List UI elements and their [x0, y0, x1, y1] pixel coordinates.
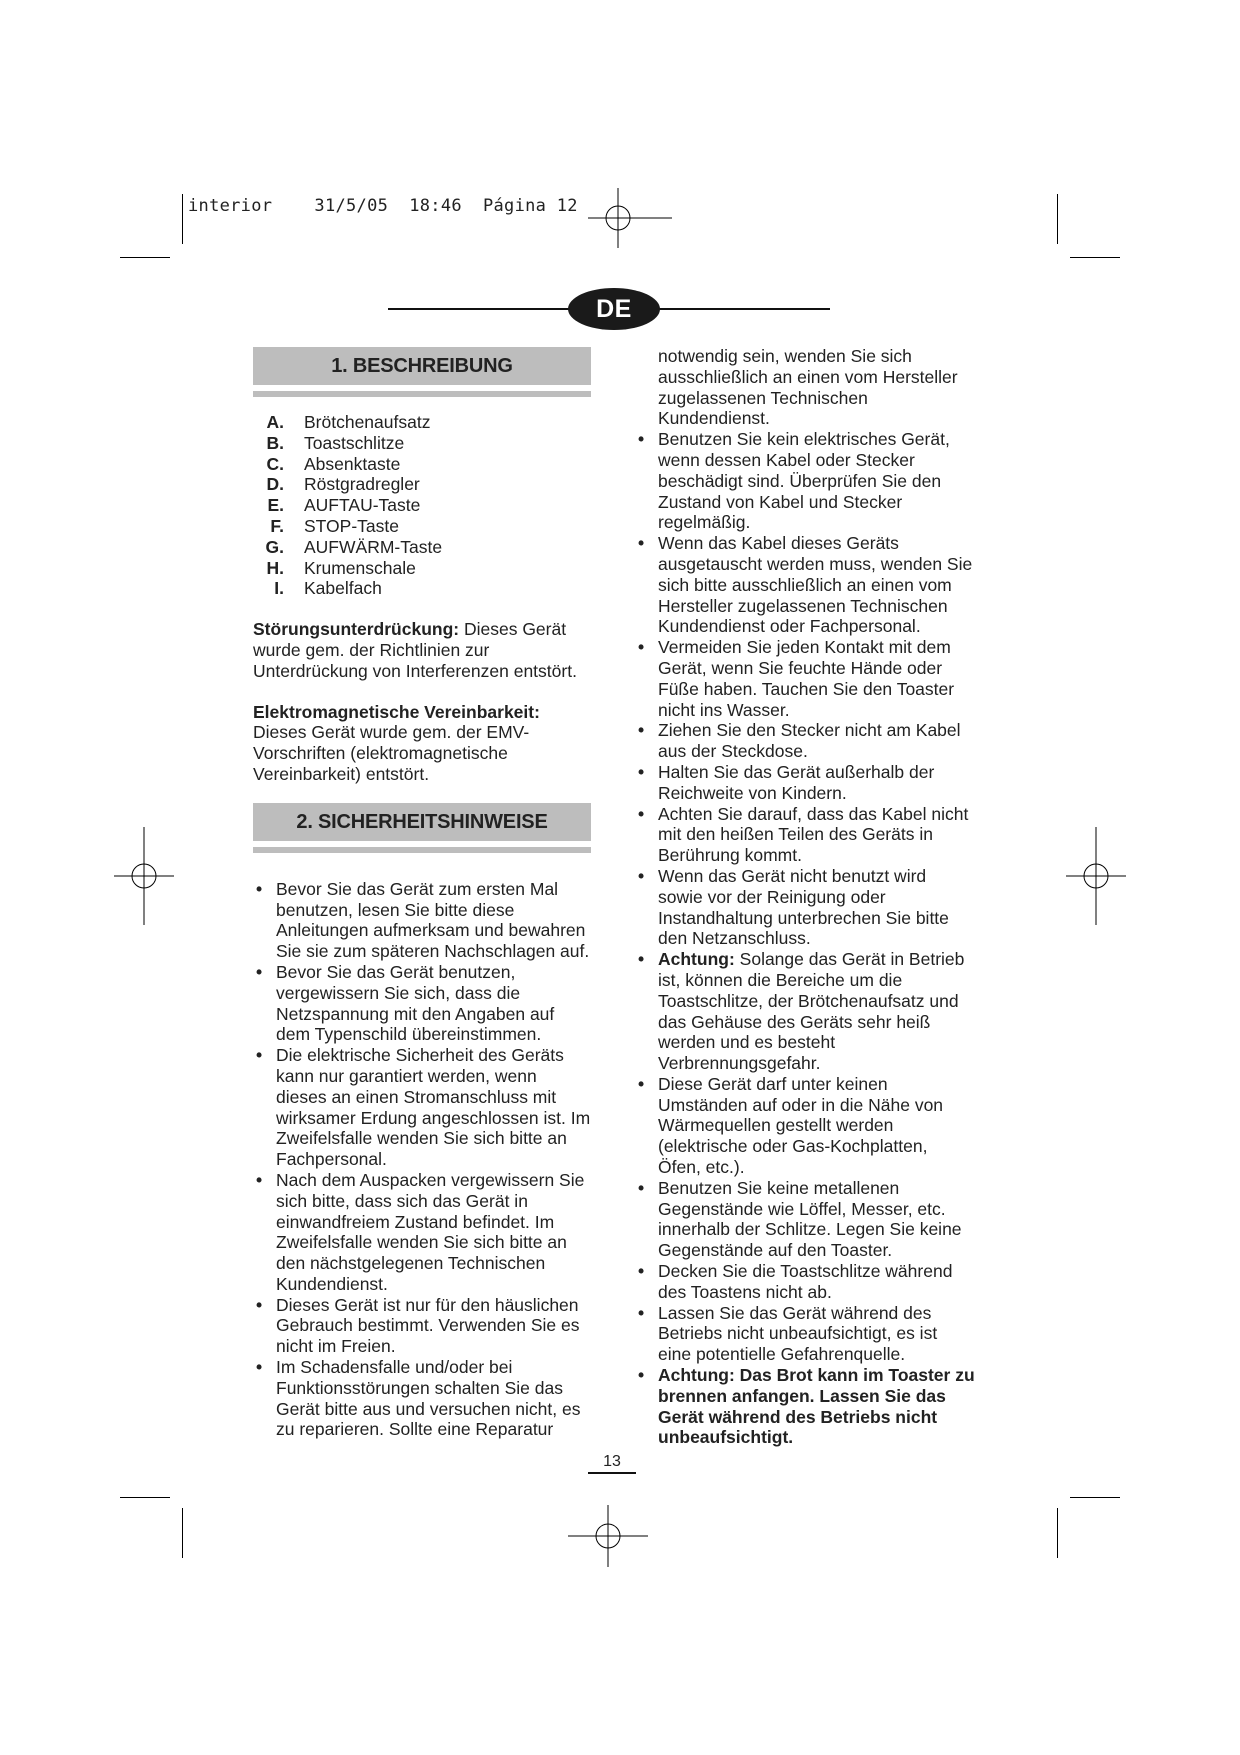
- list-item: • Bevor Sie das Gerät zum ersten Mal benutzen, lesen Sie bitte diese Anleitungen aufmerksam und bewahren Sie sie zum späteren Nachschlagen auf.: [256, 878, 590, 962]
- list-item: • Achtung: Das Brot kann im Toaster zu brennen anfangen. Lassen Sie das Gerät während des Betriebs nicht unbeaufsichtigt.: [638, 1365, 975, 1448]
- safety-list: [253, 879, 591, 1441]
- list-item: • Wenn das Gerät nicht benutzt wird sowie vor der Reinigung oder Instandhaltung unterbrechen Sie bitte den Netzanschluss.: [638, 865, 949, 949]
- list-item: • Die elektrische Sicherheit des Geräts kann nur garantiert werden, wenn dieses an einen Stromanschluss mit wirksamer Erdung angeschlossen ist. Im Zweifelsfalle wenden Sie sich bitte an Fachpersonal.: [256, 1045, 591, 1170]
- bullet-text: Benutzen Sie kein elektrisches Gerät, wenn dessen Kabel oder Stecker beschädigt sind. Überprüfen Sie den Zustand von Kabel und Stecker regelmäßig.: [658, 429, 950, 533]
- list-item: • Vermeiden Sie jeden Kontakt mit dem Gerät, wenn Sie feuchte Hände oder Füße haben. Tauchen Sie den Toaster nicht ins Wasser.: [638, 637, 955, 720]
- list-item: • Benutzen Sie kein elektrisches Gerät, wenn dessen Kabel oder Stecker beschädigt sind. Überprüfen Sie den Zustand von Kabel und Stecker regelmäßig.: [638, 429, 950, 533]
- list-item: [253, 558, 591, 579]
- list-item: [253, 495, 591, 516]
- parts-list: [253, 412, 591, 599]
- part-label: Brötchenaufsatz: [304, 412, 431, 432]
- crop-mark: [120, 257, 170, 258]
- section-heading-rule: [253, 391, 591, 397]
- bullet-text: Im Schadensfalle und/oder bei Funktionsstörungen schalten Sie das Gerät bitte aus und versuchen nicht, es zu reparieren. Sollte eine Reparatur: [276, 1357, 581, 1440]
- list-item: [253, 412, 591, 433]
- list-item: • Lassen Sie das Gerät während des Betriebs nicht unbeaufsichtigt, es ist eine potentielle Gefahrenquelle.: [638, 1302, 938, 1365]
- part-letter: G.: [265, 536, 284, 557]
- list-item: [253, 433, 591, 454]
- registration-mark-icon: [1066, 827, 1126, 925]
- list-item: • Bevor Sie das Gerät benutzen, vergewissern Sie sich, dass die Netzspannung mit den Angaben auf dem Typenschild übereinstimmen.: [256, 961, 555, 1045]
- part-label: Krumenschale: [304, 557, 416, 578]
- part-letter: E.: [267, 495, 284, 516]
- list-item: • Decken Sie die Toastschlitze während des Toastens nicht ab.: [638, 1261, 953, 1302]
- left-column: [253, 347, 591, 1440]
- part-label: Toastschlitze: [304, 432, 405, 453]
- bullet-text: Wenn das Kabel dieses Geräts ausgetauscht werden muss, wenden Sie sich bitte ausschließlich an einen vom Hersteller zugelassenen Technischen Kundendienst oder Fachpersonal.: [658, 533, 973, 637]
- bullet-text: Bevor Sie das Gerät zum ersten Mal benutzen, lesen Sie bitte diese Anleitungen aufmerksam und bewahren Sie sie zum späteren Nachschlagen auf.: [276, 878, 590, 962]
- header-rule: [650, 308, 830, 310]
- list-item: • Im Schadensfalle und/oder bei Funktionsstörungen schalten Sie das Gerät bitte aus und versuchen nicht, es zu reparieren. Sollte eine Reparatur: [256, 1357, 581, 1440]
- note-text: Dieses Gerät wurde gem. der EMV-Vorschriften (elektromagnetische Vereinbarkeit) entstört.: [253, 722, 530, 784]
- section-heading: 1. BESCHREIBUNG: [253, 347, 591, 385]
- bullet-text: Wenn das Gerät nicht benutzt wird sowie vor der Reinigung oder Instandhaltung unterbrechen Sie bitte den Netzanschluss.: [658, 865, 949, 949]
- crop-mark: [182, 1508, 183, 1558]
- part-label: AUFTAU-Taste: [304, 495, 421, 516]
- part-letter: B.: [266, 432, 284, 453]
- page-number: 13: [588, 1452, 636, 1474]
- part-letter: I.: [274, 578, 284, 599]
- bullet-text: Bevor Sie das Gerät benutzen, vergewissern Sie sich, dass die Netzspannung mit den Angaben auf dem Typenschild übereinstimmen.: [276, 961, 555, 1045]
- list-item: [253, 578, 591, 599]
- part-label: STOP-Taste: [304, 515, 399, 536]
- note-label: Störungsunterdrückung:: [253, 619, 460, 640]
- list-item: • Achten Sie darauf, dass das Kabel nicht mit den heißen Teilen des Geräts in Berührung kommt.: [638, 803, 969, 866]
- list-item: [253, 537, 591, 558]
- list-item: • Halten Sie das Gerät außerhalb der Reichweite von Kindern.: [638, 761, 935, 803]
- print-slug: interior 31/5/05 18:46 Página 12: [188, 196, 578, 216]
- part-label: AUFWÄRM-Taste: [304, 536, 443, 557]
- crop-mark: [1057, 1508, 1058, 1558]
- part-label: Absenktaste: [304, 453, 401, 474]
- bullet-text: Diese Gerät darf unter keinen Umständen auf oder in die Nähe von Wärmequellen gestellt werden (elektrische oder Gas-Kochplatten, Öfen, etc.).: [658, 1073, 944, 1178]
- list-item: • Benutzen Sie keine metallenen Gegenstände wie Löffel, Messer, etc. innerhalb der Schlitze. Legen Sie keine Gegenstände auf den Toaster.: [638, 1177, 962, 1261]
- list-item: [253, 474, 591, 495]
- list-item: • Nach dem Auspacken vergewissern Sie sich bitte, dass sich das Gerät in einwandfreiem Zustand befindet. Im Zweifelsfalle wenden Sie sich bitte an den nächstgelegenen Technischen Kundendienst.: [256, 1169, 585, 1294]
- registration-mark-icon: [568, 1505, 648, 1567]
- section-heading-rule: [253, 847, 591, 853]
- list-item: • Dieses Gerät ist nur für den häuslichen Gebrauch bestimmt. Verwenden Sie es nicht im Freien.: [256, 1294, 580, 1357]
- language-badge: DE: [568, 288, 660, 330]
- list-item: • Ziehen Sie den Stecker nicht am Kabel aus der Steckdose.: [638, 720, 961, 762]
- part-letter: F.: [270, 515, 284, 536]
- note-text: Dieses Gerät wurde gem. der Richtlinien zur Unterdrückung von Interferenzen entstört.: [253, 619, 577, 681]
- bullet-text: Die elektrische Sicherheit des Geräts kann nur garantiert werden, wenn dieses an einen Stromanschluss mit wirksamer Erdung angeschlossen ist. Im Zweifelsfalle wenden Sie sich bitte an Fachpersonal.: [276, 1045, 591, 1170]
- registration-mark-icon: [588, 188, 672, 248]
- bullet-text: Decken Sie die Toastschlitze während des Toastens nicht ab.: [658, 1261, 953, 1302]
- interference-note: [253, 619, 591, 681]
- bullet-text: Halten Sie das Gerät außerhalb der Reichweite von Kindern.: [658, 761, 935, 803]
- bullet-text: Nach dem Auspacken vergewissern Sie sich bitte, dass sich das Gerät in einwandfreiem Zustand befindet. Im Zweifelsfalle wenden Sie sich bitte an den nächstgelegenen Technischen Kundendienst.: [276, 1169, 585, 1294]
- bullet-text: Vermeiden Sie jeden Kontakt mit dem Gerät, wenn Sie feuchte Hände oder Füße haben. Tauchen Sie den Toaster nicht ins Wasser.: [658, 637, 955, 720]
- crop-mark: [120, 1497, 170, 1498]
- bullet-text: Lassen Sie das Gerät während des Betriebs nicht unbeaufsichtigt, es ist eine potentielle Gefahrenquelle.: [658, 1302, 938, 1365]
- safety-list: [635, 429, 975, 1448]
- registration-mark-icon: [114, 827, 174, 925]
- list-item: [253, 516, 591, 537]
- bullet-text: Achten Sie darauf, dass das Kabel nicht mit den heißen Teilen des Geräts in Berührung kommt.: [658, 803, 969, 866]
- list-item: • Achtung: Solange das Gerät in Betrieb ist, können die Bereiche um die Toastschlitze, der Brötchenaufsatz und das Gehäuse des Geräts sehr heiß werden und es besteht Verbrennungsgefahr.: [638, 949, 965, 1074]
- list-item: [253, 454, 591, 475]
- part-letter: A.: [266, 412, 284, 432]
- crop-mark: [1070, 1497, 1120, 1498]
- note-label: Elektromagnetische Vereinbarkeit:: [253, 701, 540, 722]
- part-letter: H.: [266, 557, 284, 578]
- bullet-text: Ziehen Sie den Stecker nicht am Kabel aus der Steckdose.: [658, 720, 961, 762]
- bullet-continuation: notwendig sein, wenden Sie sich ausschließlich an einen vom Hersteller zugelassenen Technischen Kundendienst.: [658, 346, 958, 429]
- bullet-text: Dieses Gerät ist nur für den häuslichen Gebrauch bestimmt. Verwenden Sie es nicht im Freien.: [276, 1294, 580, 1357]
- part-label: Kabelfach: [304, 578, 382, 599]
- crop-mark: [1057, 194, 1058, 244]
- part-letter: D.: [266, 474, 284, 495]
- bullet-text: Benutzen Sie keine metallenen Gegenstände wie Löffel, Messer, etc. innerhalb der Schlitze. Legen Sie keine Gegenstände auf den Toaster.: [658, 1177, 962, 1261]
- crop-mark: [182, 194, 183, 244]
- crop-mark: [1070, 257, 1120, 258]
- warning-label: Achtung:: [658, 949, 735, 970]
- part-label: Röstgradregler: [304, 474, 420, 495]
- bullet-text: Solange das Gerät in Betrieb ist, können die Bereiche um die Toastschlitze, der Brötchenaufsatz und das Gehäuse des Geräts sehr heiß werden und es besteht Verbrennungsgefahr.: [658, 949, 965, 1074]
- section-heading: 2. SICHERHEITSHINWEISE: [253, 803, 591, 841]
- emc-note: [253, 702, 591, 785]
- part-letter: C.: [266, 453, 284, 474]
- final-warning: Achtung: Das Brot kann im Toaster zu brennen anfangen. Lassen Sie das Gerät während des Betriebs nicht unbeaufsichtigt.: [658, 1365, 975, 1448]
- header-rule: [388, 308, 578, 310]
- right-column: [635, 346, 975, 1448]
- list-item: • Wenn das Kabel dieses Geräts ausgetauscht werden muss, wenden Sie sich bitte ausschließlich an einen vom Hersteller zugelassenen Technischen Kundendienst oder Fachpersonal.: [638, 533, 973, 637]
- list-item: • Diese Gerät darf unter keinen Umständen auf oder in die Nähe von Wärmequellen gestellt werden (elektrische oder Gas-Kochplatten, Öfen, etc.).: [638, 1073, 944, 1178]
